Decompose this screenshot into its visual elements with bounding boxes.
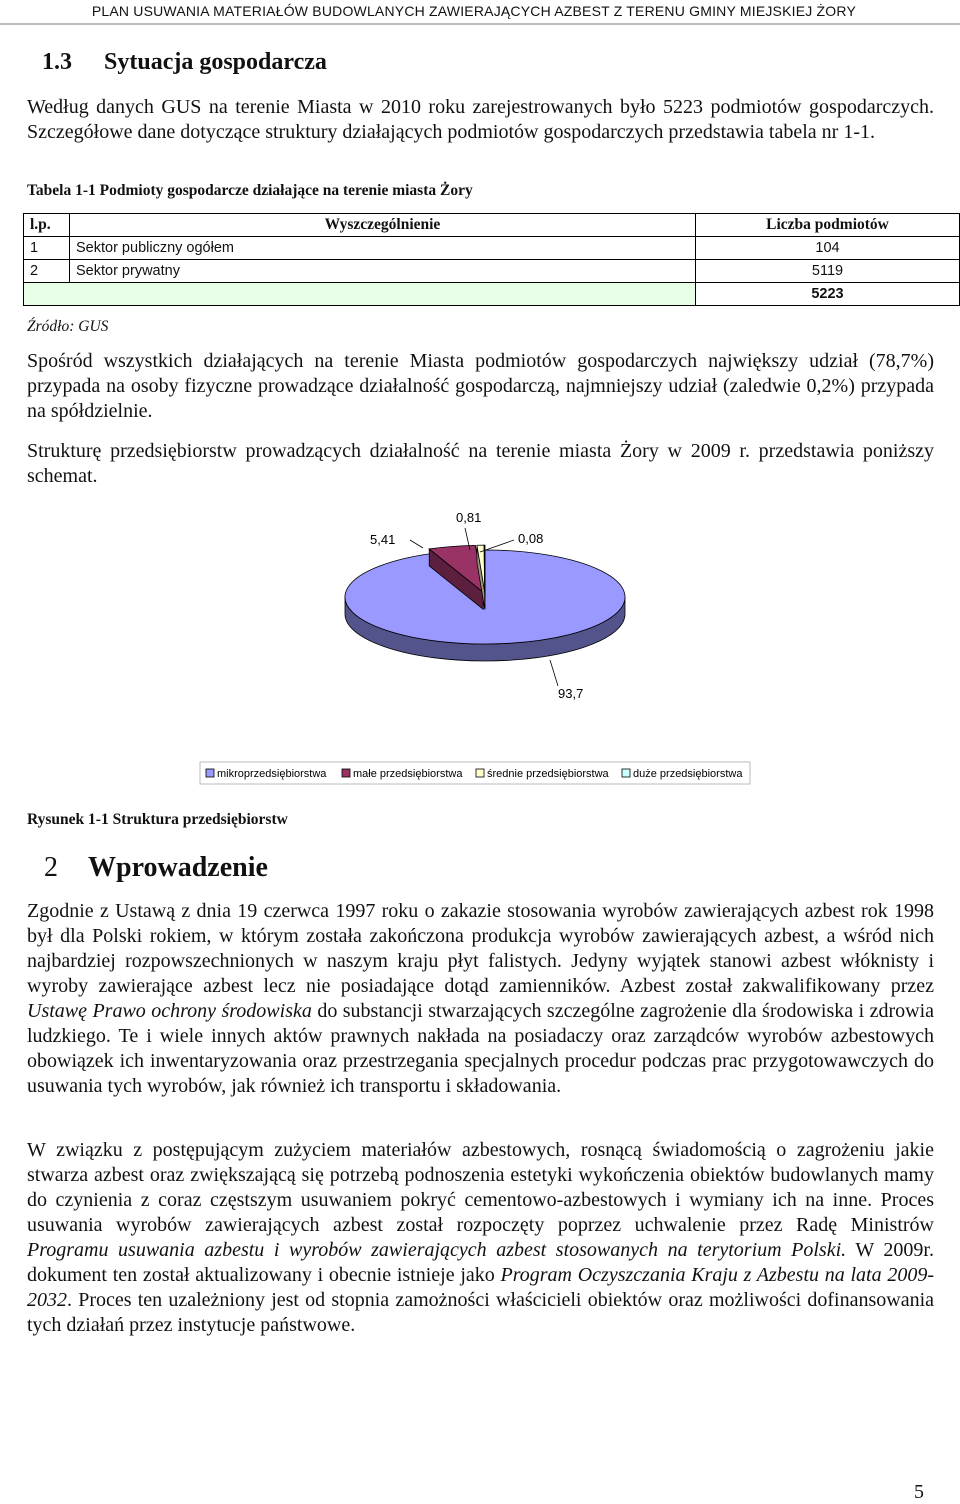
data-label: 0,81 — [456, 510, 482, 525]
header-lp: l.p. — [24, 214, 70, 237]
svg-text:małe przedsiębiorstwa: małe przedsiębiorstwa — [353, 768, 463, 780]
paragraph-gus-data: Według danych GUS na terenie Miasta w 2010 roku zarejestrowanych było 5223 podmiotów gospodarczych. Szczegółowe dane dotyczące struktury działających podmiotów gospodarczych przedstawia tabela nr 1-1. — [27, 96, 934, 143]
table-row — [24, 237, 960, 260]
section-number: 1.3 — [42, 49, 72, 75]
table-source: Źródło: GUS — [27, 318, 109, 335]
table-caption: Tabela 1-1 Podmioty gospodarcze działające na terenie miasta Żory — [27, 182, 473, 199]
svg-text:duże przedsiębiorstwa: duże przedsiębiorstwa — [633, 768, 743, 780]
section-title: Sytuacja gospodarcza — [104, 49, 327, 75]
label-leader — [550, 660, 558, 686]
italic-run: Program Oczyszczania Kraju z Azbestu na lata 2009-2032 — [27, 1264, 934, 1311]
pie-chart — [217, 500, 940, 800]
paragraph-structure-intro: Strukturę przedsiębiorstw prowadzących działalność na terenie miasta Żory w 2009 r. przedstawia poniższy schemat. — [27, 440, 934, 487]
text-run: W 2009r. dokument ten został aktualizowany i obecnie istnieje jako — [27, 1239, 934, 1286]
italic-run: Programu usuwania azbestu i wyrobów zawierających azbest stosowanych na terytorium Polski. — [27, 1239, 847, 1261]
total-label-cell — [24, 283, 696, 306]
legend-item — [342, 768, 463, 780]
running-header-text: PLAN USUWANIA MATERIAŁÓW BUDOWLANYCH ZAWIERAJĄCYCH AZBEST Z TERENU GMINY MIEJSKIEJ ŻORY — [91, 3, 856, 19]
table-header-row — [24, 214, 960, 237]
page-number: 5 — [914, 1481, 924, 1503]
chapter-number: 2 — [44, 852, 58, 883]
text-run: do substancji stwarzających szczególne zagrożenie dla środowiska i zdrowia ludzkiego. Te i wiele innych aktów prawnych nakłada na posiadaczy oraz zarządców wyrobów azbestowych obowiązek ich inwentaryzowania oraz przestrzegania specjalnych procedur podczas prac przygotowawczych do usuwania tych wyrobów, jak również ich transportu i składowania. — [27, 1000, 935, 1097]
header-count: Liczba podmiotów — [696, 214, 960, 237]
total-count: 5223 — [696, 283, 960, 306]
paragraph-program — [27, 1138, 934, 1338]
chapter-title: Wprowadzenie — [88, 852, 268, 883]
table-total-row — [24, 283, 960, 306]
text-run: W związku z postępującym zużyciem materiałów azbestowych, rosnącą świadomością o zagrożeniu jakie stwarza azbest oraz zwiększającą się potrzebą podnoszenia estetyki wykończenia obiektów budowlanych mamy do czynienia z coraz częstszym usuwaniem pokryć cementowo-azbestowych i wymiany ich na inne. Proces usuwania wyrobów zawierających azbest został rozpoczęty poprzez uchwalenie przez Radę Ministrów — [27, 1139, 934, 1236]
row-lp: 1 — [24, 237, 70, 260]
header-rule — [0, 23, 960, 25]
text-run: Zgodnie z Ustawą z dnia 19 czerwca 1997 roku o zakazie stosowania wyrobów zawierających azbest rok 1998 był dla Polski rokiem, w którym została zakończona produkcja wyrobów zawierających azbest, a wśród nich najbardziej rozpowszechnionych w naszym kraju płyt falistych. Jedyny wyjątek stanowi azbest włóknisty i wyroby zawierające azbest lecz nie posiadające dotąd zamienników. Azbest został zakwalifikowany przez — [27, 900, 934, 997]
legend-item — [622, 768, 743, 780]
row-lp: 2 — [24, 260, 70, 283]
row-description: Sektor publiczny ogółem — [70, 237, 696, 260]
row-count: 5119 — [696, 260, 960, 283]
running-header — [0, 0, 960, 30]
row-count: 104 — [696, 237, 960, 260]
header-description: Wyszczególnienie — [70, 214, 696, 237]
svg-text:średnie przedsiębiorstwa: średnie przedsiębiorstwa — [487, 768, 609, 780]
label-leader — [410, 540, 423, 548]
data-label: 93,7 — [558, 686, 584, 701]
legend-item — [476, 768, 610, 780]
chart-legend — [200, 762, 750, 784]
text-run: . Proces ten uzależniony jest od stopnia zamożności właścicieli obiektów oraz możliwości dofinansowania tych działań przez instytucje państwowe. — [27, 1289, 934, 1336]
paragraph-legal — [27, 899, 934, 1099]
legend-item — [206, 768, 327, 780]
table-row — [24, 260, 960, 283]
paragraph-share: Spośród wszystkich działających na terenie Miasta podmiotów gospodarczych największy udział (78,7%) przypada na osoby fizyczne prowadzące działalność gospodarczą, najmniejszy udział (zaledwie 0,2%) przypada na spółdzielnie. — [27, 350, 934, 422]
italic-run: Ustawę Prawo ochrony środowiska — [27, 1000, 312, 1022]
data-label: 5,41 — [370, 532, 396, 547]
entities-table — [23, 213, 960, 306]
data-label: 0,08 — [518, 531, 544, 546]
row-description: Sektor prywatny — [70, 260, 696, 283]
svg-text:mikroprzedsiębiorstwa: mikroprzedsiębiorstwa — [217, 768, 327, 780]
figure-caption: Rysunek 1-1 Struktura przedsiębiorstw — [27, 811, 288, 828]
pie-slices — [345, 545, 625, 661]
